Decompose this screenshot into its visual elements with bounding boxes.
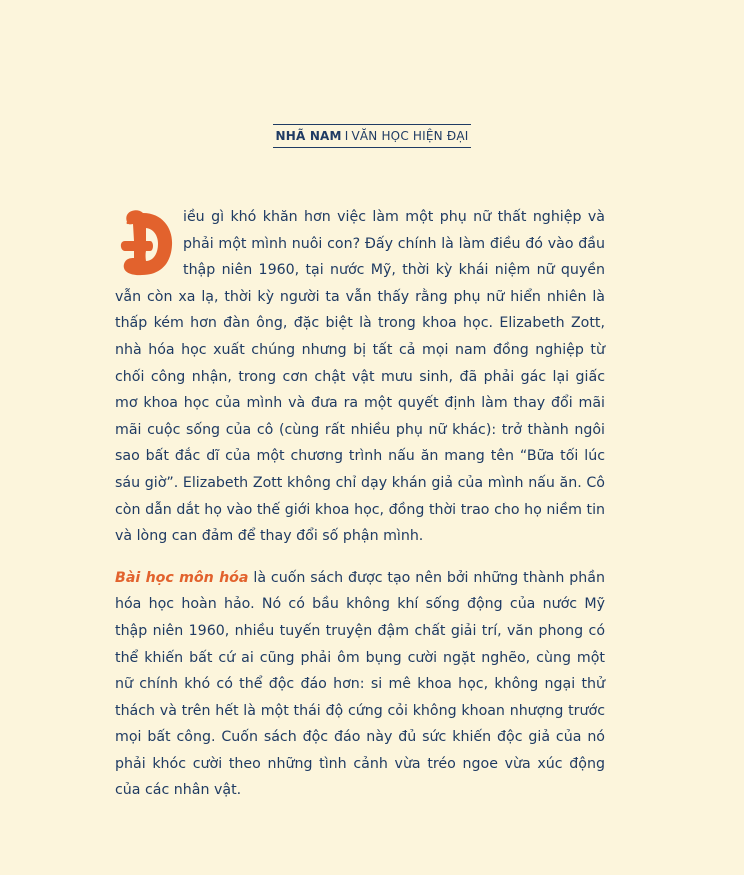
series-label (273, 124, 470, 148)
body-text (115, 204, 605, 804)
paragraph-intro (115, 204, 605, 550)
paragraph-intro-text: iều gì khó khăn hơn việc làm một phụ nữ thất nghiệp và phải một mình nuôi con? Đấy chính là làm điều đó vào đầu thập niên 1960, tại nước Mỹ, thời kỳ khái niệm nữ quyền vẫn còn xa lạ, thời kỳ người ta vẫn thấy rằng phụ nữ hiển nhiên là thấp kém hơn đàn ông, đặc biệt là trong khoa học. Elizabeth Zott, nhà hóa học xuất chúng nhưng bị tất cả mọi nam đồng nghiệp từ chối công nhận, trong cơn chật vật mưu sinh, đã phải gác lại giấc mơ khoa học của mình và đưa ra một quyết định làm thay đổi mãi mãi cuộc sống của cô (cùng rất nhiều phụ nữ khác): trở thành ngôi sao bất đắc dĩ của một chương trình nấu ăn mang tên “Bữa tối lúc sáu giờ”. Elizabeth Zott không chỉ dạy khán giả của mình nấu ăn. Cô còn dẫn dắt họ vào thế giới khoa học, đồng thời trao cho họ niềm tin và lòng can đảm để thay đổi số phận mình. (115, 209, 605, 545)
dropcap-d (115, 207, 173, 277)
publisher-name: NHÃ NAM (275, 129, 342, 143)
book-title: Bài học môn hóa (115, 569, 249, 586)
paragraph-book-description-text: là cuốn sách được tạo nên bởi những thành phần hóa học hoàn hảo. Nó có bầu không khí sống động của nước Mỹ thập niên 1960, nhiều tuyến truyện đậm chất giải trí, văn phong có thể khiến bất cứ ai cũng phải ôm bụng cười ngặt nghẽo, cùng một nữ chính khó có thể độc đáo hơn: si mê khoa học, không ngại thử thách và trên hết là một thái độ cứng cỏi không khoan nhượng trước mọi bất công. Cuốn sách độc đáo này đủ sức khiến độc giả của nó phải khóc cười theo những tình cảnh vừa tréo ngoe vừa xúc động của các nhân vật. (115, 569, 605, 799)
paragraph-book-description (115, 565, 605, 804)
series-name: VĂN HỌC HIỆN ĐẠI (351, 129, 469, 143)
header-separator: I (344, 129, 349, 143)
header (0, 124, 744, 148)
